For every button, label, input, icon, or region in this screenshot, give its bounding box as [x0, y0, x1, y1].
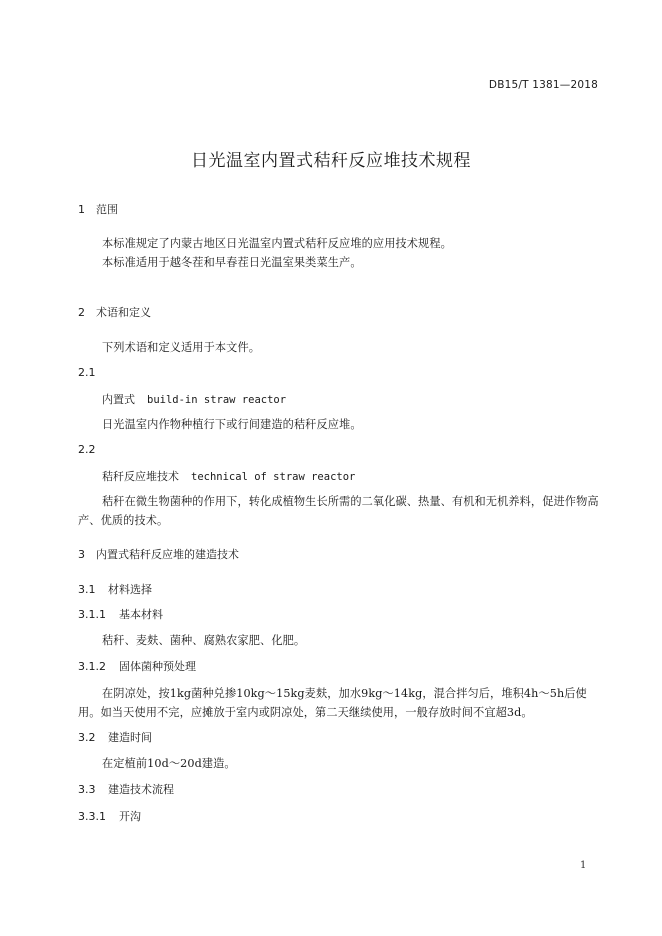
- section-number: 1: [78, 203, 85, 216]
- subsection-heading: [78, 781, 174, 797]
- section-1-heading: [78, 201, 118, 217]
- subsection-heading: [78, 729, 152, 745]
- term-entry: [102, 468, 355, 484]
- section-number: 3: [78, 548, 85, 561]
- section-number: 3.2: [78, 731, 96, 744]
- document-title: 日光温室内置式秸秆反应堆技术规程: [191, 151, 471, 171]
- paragraph: 在阴凉处，按1kg菌种兑掺10kg～15kg麦麸，加水9kg～14kg，混合拌匀后，堆积4h～5h后使用。如当天使用不完，应摊放于室内或阴凉处，第二天继续使用，一般存放时间不宜超3d。: [78, 687, 587, 719]
- section-title: 建造技术流程: [108, 783, 174, 796]
- paragraph: 秸秆、麦麸、菌种、腐熟农家肥、化肥。: [102, 634, 306, 647]
- section-title: 内置式秸秆反应堆的建造技术: [96, 548, 239, 561]
- document-code: DB15/T 1381—2018: [488, 79, 598, 91]
- paragraph: 本标准适用于越冬茬和早春茬日光温室果类菜生产。: [102, 256, 362, 269]
- subsection-heading: [78, 581, 152, 597]
- section-title: 开沟: [119, 810, 141, 823]
- term-number: 2.2: [78, 443, 96, 456]
- term-chinese: 秸秆反应堆技术: [102, 470, 179, 483]
- paragraph: 下列术语和定义适用于本文件。: [102, 341, 261, 354]
- section-title: 基本材料: [119, 608, 163, 621]
- section-title: 范围: [96, 203, 118, 216]
- section-number: 3.3.1: [78, 810, 106, 823]
- section-number: 3.1.1: [78, 608, 106, 621]
- section-number: 3.3: [78, 783, 96, 796]
- term-chinese: 内置式: [102, 393, 135, 406]
- page-number: 1: [580, 860, 587, 871]
- term-english: build-in straw reactor: [147, 394, 287, 406]
- section-title: 固体菌种预处理: [119, 660, 196, 673]
- section-title: 建造时间: [108, 731, 152, 744]
- section-title: 术语和定义: [96, 306, 151, 319]
- term-number: 2.1: [78, 366, 96, 379]
- term-definition: 日光温室内作物种植行下或行间建造的秸秆反应堆。: [102, 418, 362, 431]
- section-2-heading: [78, 304, 151, 320]
- term-english: technical of straw reactor: [191, 471, 356, 483]
- subsection-heading: [78, 606, 163, 622]
- section-title: 材料选择: [108, 583, 152, 596]
- section-number: 2: [78, 306, 85, 319]
- section-number: 3.1.2: [78, 660, 106, 673]
- section-3-heading: [78, 546, 239, 562]
- term-entry: [102, 391, 286, 407]
- subsection-heading: [78, 658, 196, 674]
- subsection-heading: [78, 808, 141, 824]
- term-definition: 秸秆在微生物菌种的作用下，转化成植物生长所需的二氧化碳、热量、有机和无机养料，促进作物高产、优质的技术。: [78, 495, 599, 527]
- paragraph: 在定植前10d～20d建造。: [102, 757, 236, 770]
- section-number: 3.1: [78, 583, 96, 596]
- paragraph: 本标准规定了内蒙古地区日光温室内置式秸秆反应堆的应用技术规程。: [102, 237, 452, 250]
